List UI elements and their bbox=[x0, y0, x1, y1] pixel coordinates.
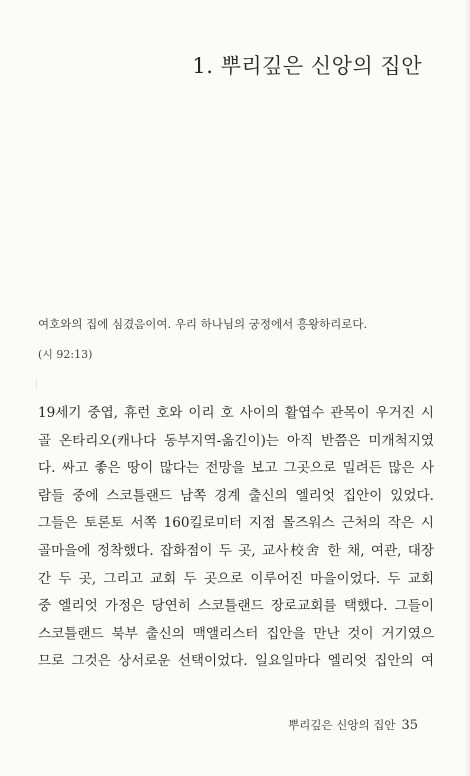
body-line: 19세기 중엽, 휴런 호와 이리 호 사이의 활엽수 관목이 우거진 시 bbox=[38, 405, 434, 421]
body-line: 그들은 토론토 서쪽 160킬로미터 지점 몰즈워스 근처의 작은 시 bbox=[38, 515, 434, 532]
running-title: 뿌리깊은 신앙의 집안 bbox=[288, 718, 396, 732]
epigraph-text: 여호와의 집에 심겼음이여. 우리 하나님의 궁정에서 흥왕하리로다. bbox=[38, 317, 368, 331]
body-line: 골마을에 정착했다. 잡화점이 두 곳, 교사校舍 한 채, 여관, 대장 bbox=[38, 542, 434, 559]
body-line: 람들 중에 스코틀랜드 남쪽 경계 출신의 엘리엇 집안이 있었다. bbox=[38, 487, 434, 504]
chapter-title: 1. 뿌리깊은 신앙의 집안 bbox=[192, 54, 422, 78]
body-line: 간 두 곳, 그리고 교회 두 곳으로 이루어진 마을이었다. 두 교회 bbox=[38, 570, 434, 587]
body-line: 골 온타리오(캐나다 동부지역-옮긴이)는 아직 반쯤은 미개척지였 bbox=[38, 432, 434, 449]
body-line: 스코틀랜드 북부 출신의 맥앨리스터 집안을 만난 것이 거기였으 bbox=[38, 625, 434, 642]
running-footer bbox=[288, 717, 418, 733]
body-line: 다. 싸고 좋은 땅이 많다는 전망을 보고 그곳으로 밀려든 많은 사 bbox=[38, 460, 434, 477]
page-edge bbox=[464, 0, 470, 776]
body-line: 므로 그것은 상서로운 선택이었다. 일요일마다 엘리엇 집안의 여 bbox=[38, 653, 434, 670]
body-line: 중 엘리엇 가정은 당연히 스코틀랜드 장로교회를 택했다. 그들이 bbox=[38, 598, 434, 615]
body-text bbox=[38, 400, 434, 676]
epigraph-reference: (시 92:13) bbox=[38, 348, 93, 361]
bleed-through-mark bbox=[36, 378, 45, 390]
page-number: 35 bbox=[401, 718, 418, 733]
